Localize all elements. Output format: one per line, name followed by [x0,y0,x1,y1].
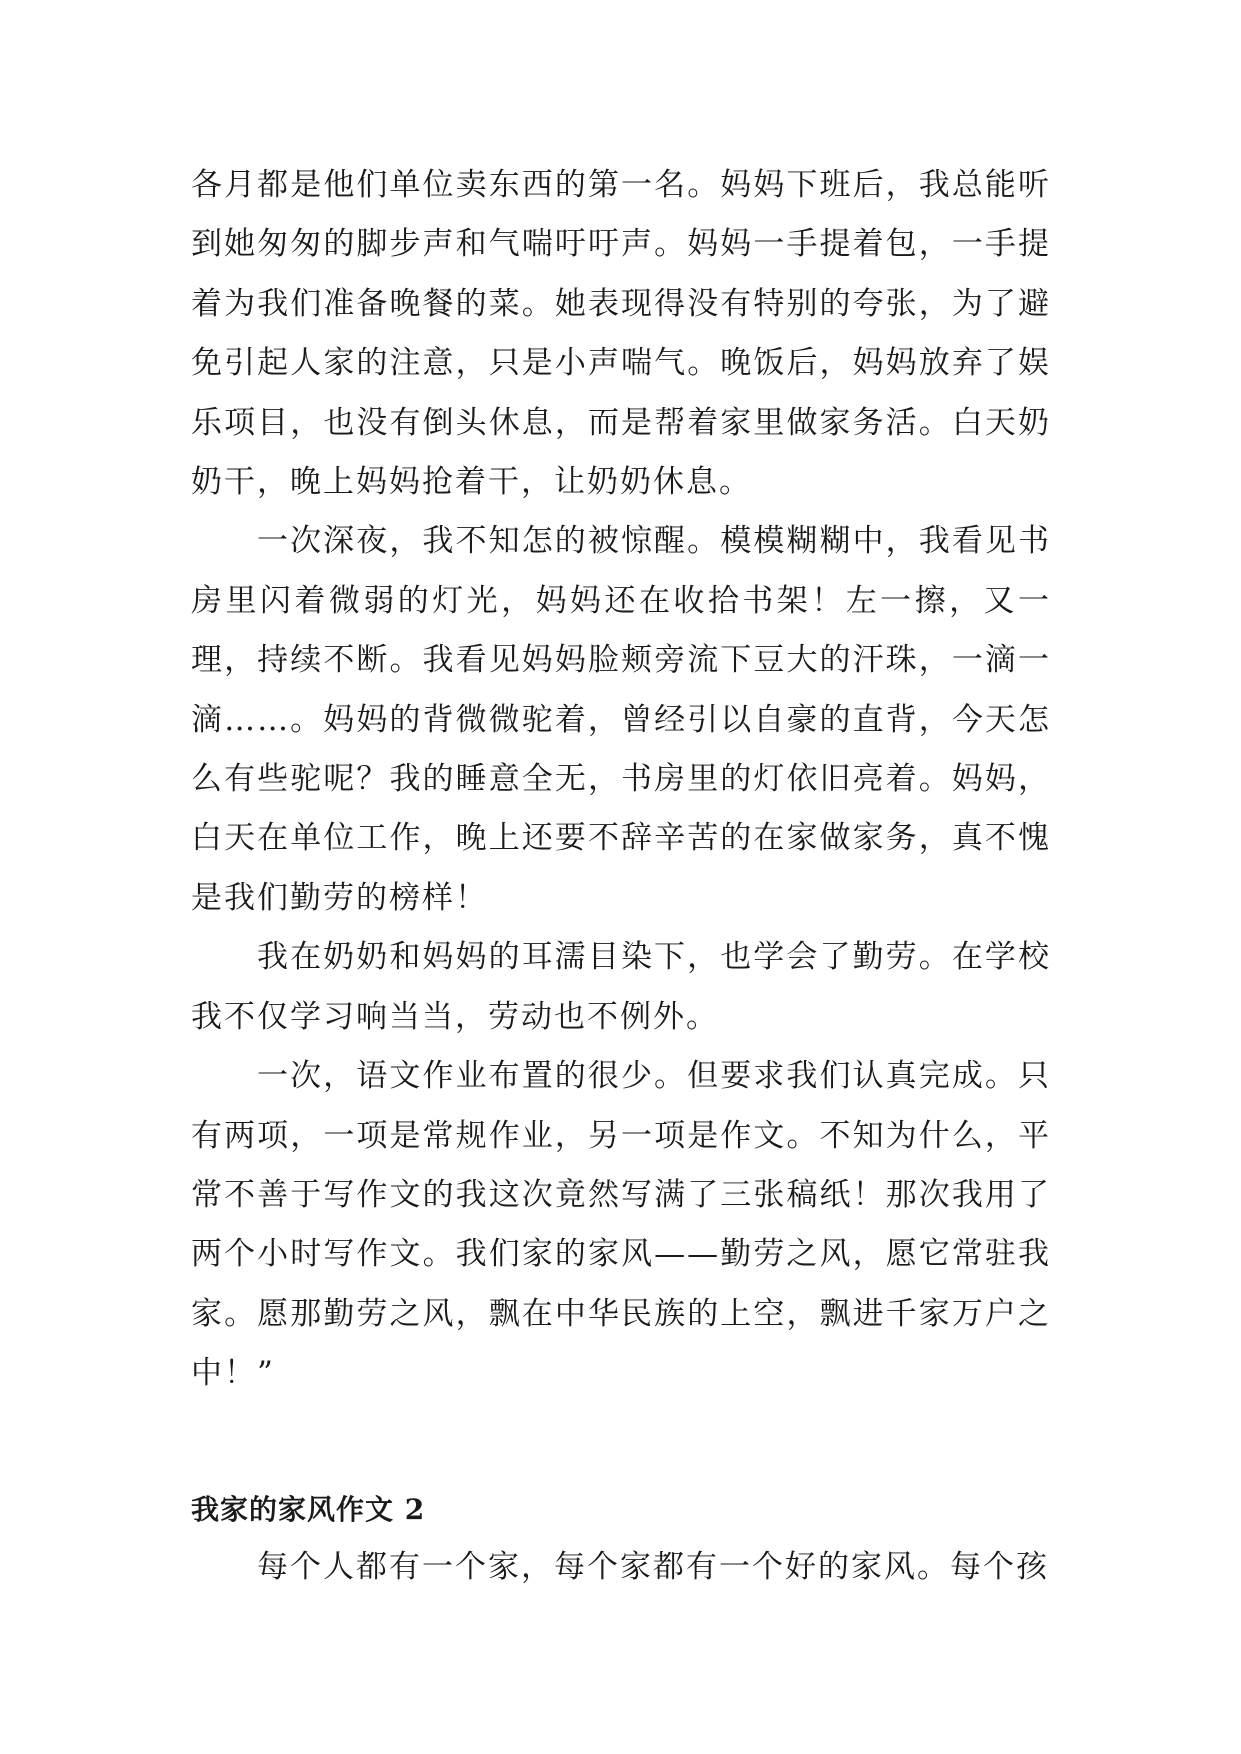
paragraph: 我在奶奶和妈妈的耳濡目染下，也学会了勤劳。在学校我不仅学习响当当，劳动也不例外。 [191,939,1051,1035]
section-title: 我家的家风作文 2 [191,1492,426,1526]
document-body [191,156,1051,1597]
paragraph: 一次，语文作业布置的很少。但要求我们认真完成。只有两项，一项是常规作业，另一项是作文。不知为什么，平常不善于写作文的我这次竟然写满了三张稿纸！那次我用了两个小时写作文。我们家的家风——勤劳之风，愿它常驻我家。愿那勤劳之风，飘在中华民族的上空，飘进千家万户之中！” [191,1058,1051,1392]
paragraph: 各月都是他们单位卖东西的第一名。妈妈下班后，我总能听到她匆匆的脚步声和气喘吁吁声。妈妈一手提着包，一手提着为我们准备晚餐的菜。她表现得没有特别的夸张，为了避免引起人家的注意，只是小声喘气。晚饭后，妈妈放弃了娱乐项目，也没有倒头休息，而是帮着家里做家务活。白天奶奶干，晚上妈妈抢着干，让奶奶休息。 [191,167,1051,501]
paragraph: 一次深夜，我不知怎的被惊醒。模模糊糊中，我看见书房里闪着微弱的灯光，妈妈还在收拾书架！左一擦，又一理，持续不断。我看见妈妈脸颊旁流下豆大的汗珠，一滴一滴……。妈妈的背微微驼着，曾经引以自豪的直背，今天怎么有些驼呢？我的睡意全无，书房里的灯依旧亮着。妈妈，白天在单位工作，晚上还要不辞辛苦的在家做家务，真不愧是我们勤劳的榜样！ [191,523,1051,916]
paragraph: 每个人都有一个家，每个家都有一个好的家风。每个孩 [257,1548,1049,1585]
